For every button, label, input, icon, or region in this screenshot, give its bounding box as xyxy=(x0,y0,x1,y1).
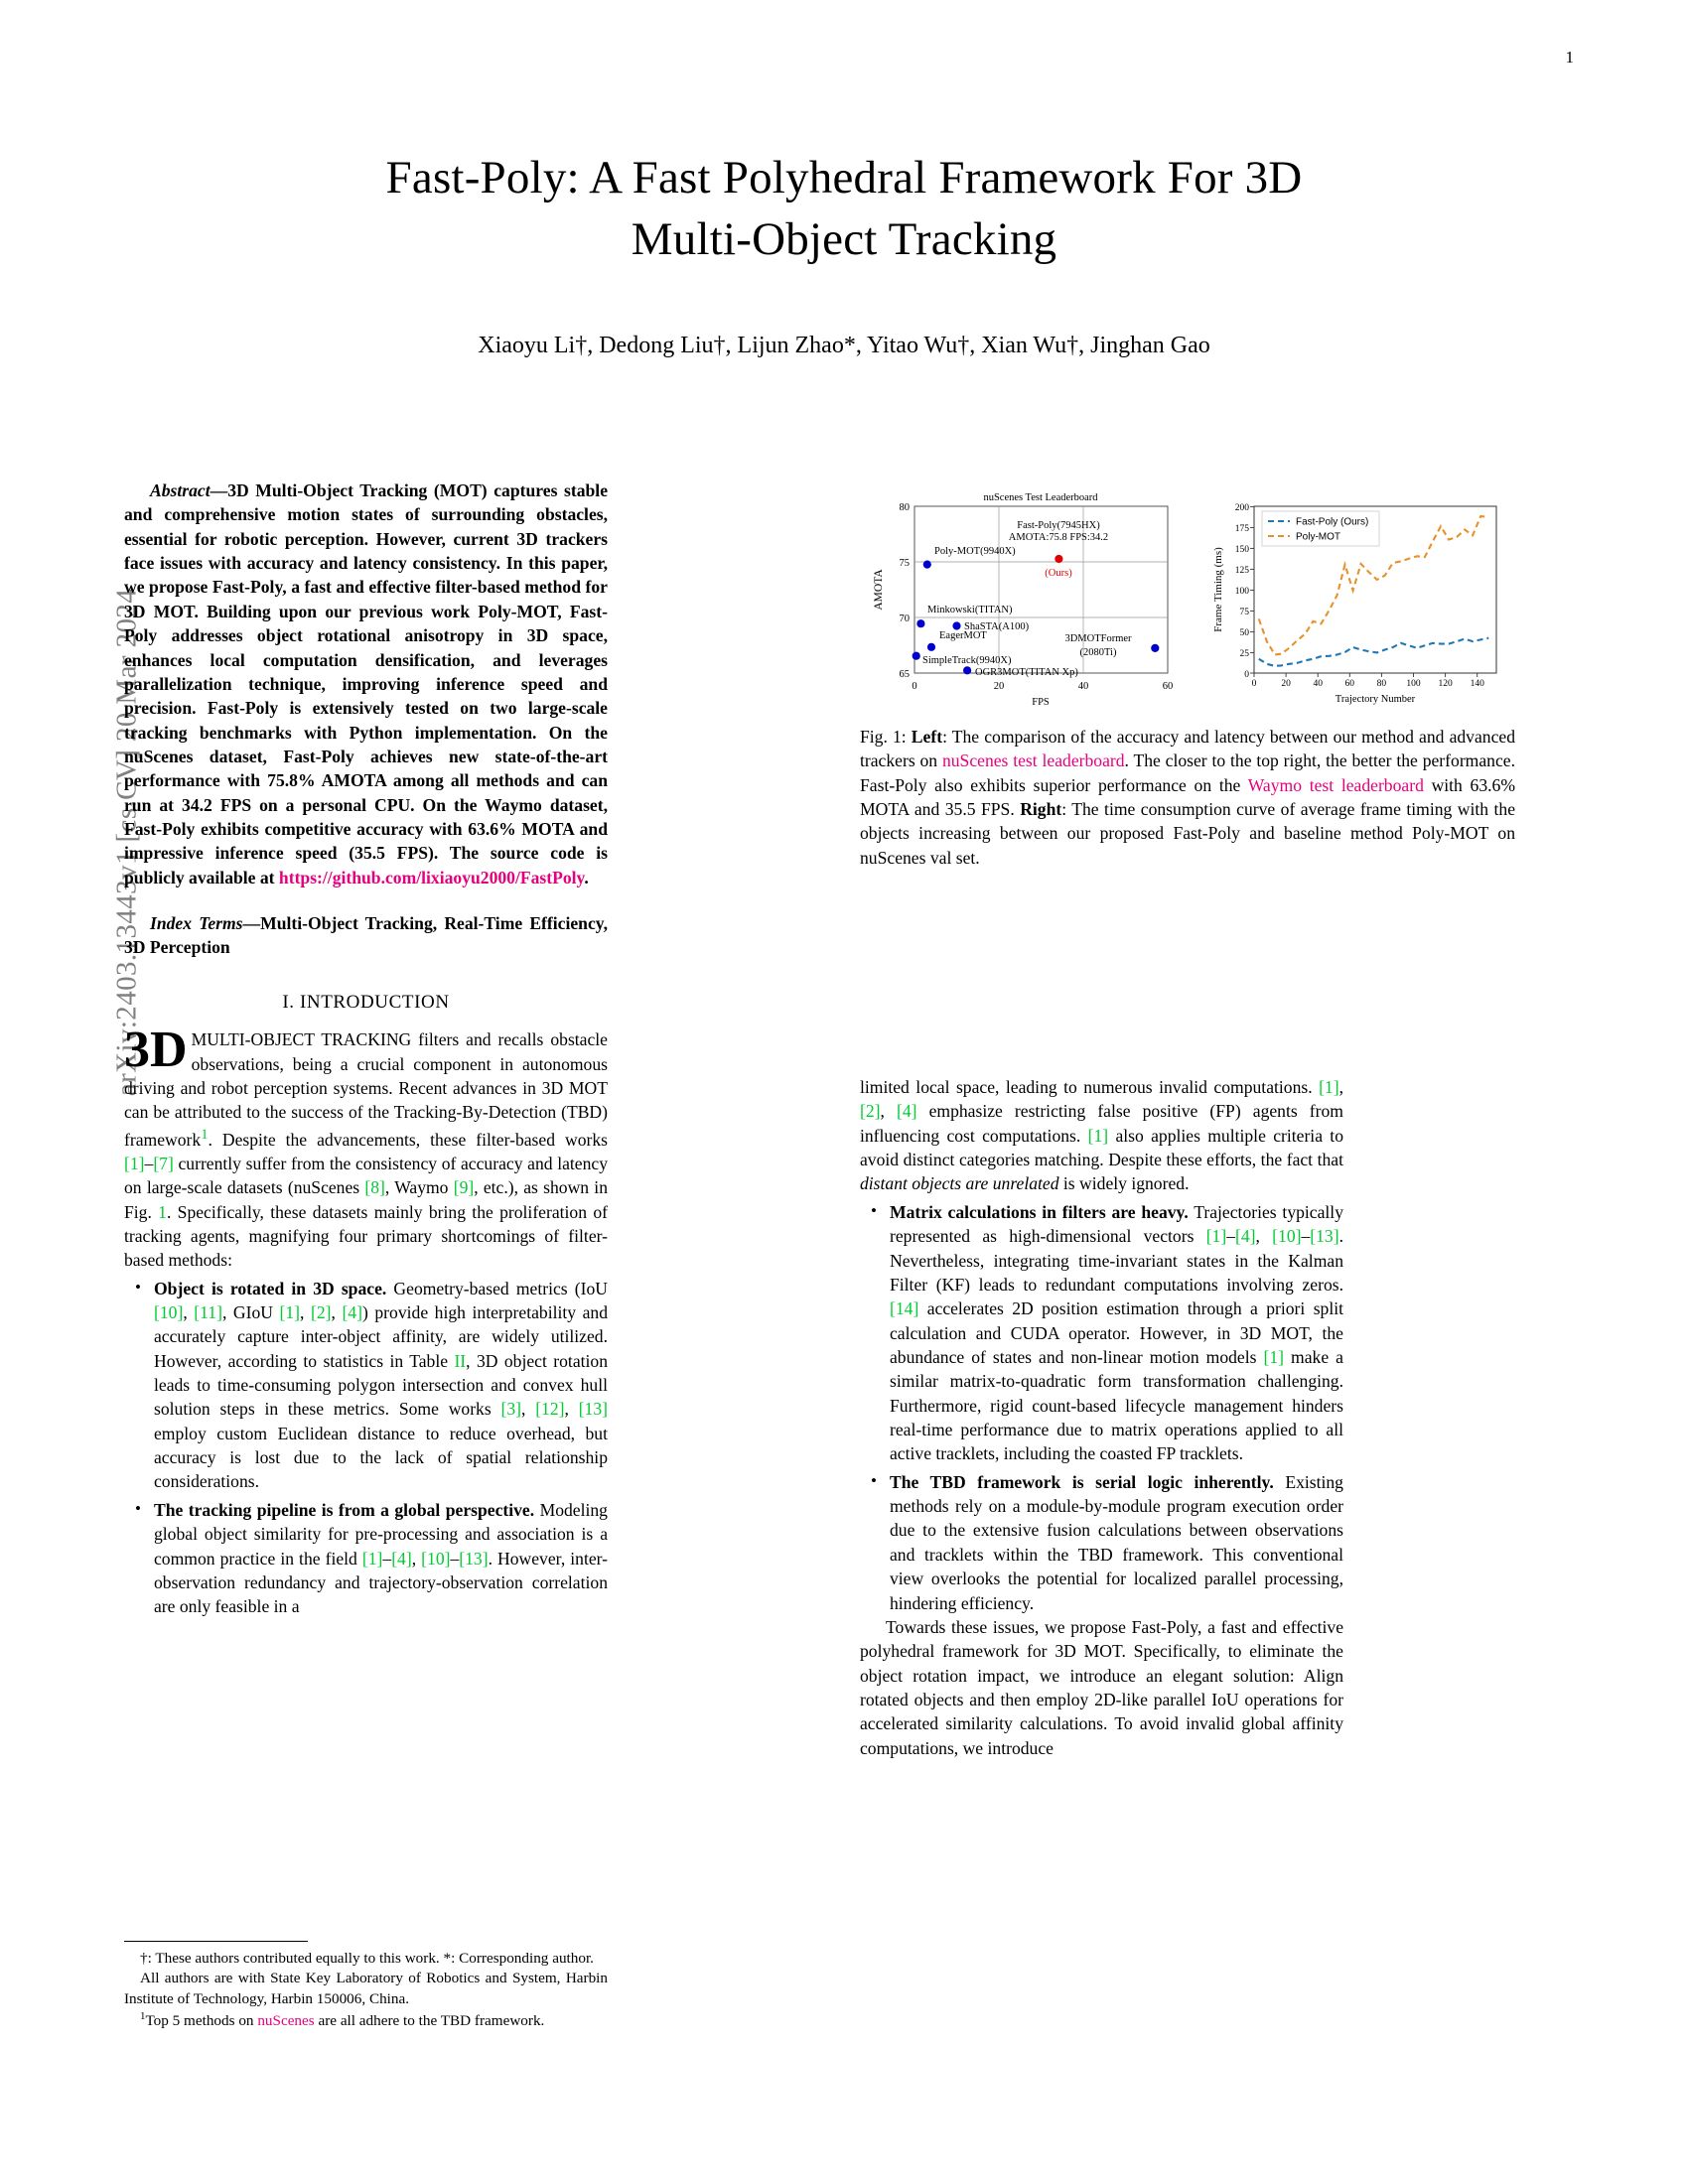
citation-ref[interactable]: [13] xyxy=(459,1548,489,1569)
x-axis-label-trajectory-number: Trajectory Number xyxy=(1335,694,1416,705)
intro-text-g: . Specifically, these datasets mainly bring the proliferation of tracking agents, magnifying four primary shortcomings of filter-based methods: xyxy=(124,1201,608,1271)
sep: – xyxy=(1301,1226,1311,1247)
y-axis-label-frame-timing: Frame Timing (ms) xyxy=(1212,547,1224,632)
citation-ref[interactable]: [1] xyxy=(1205,1226,1227,1247)
bullet-text-c: accelerates 2D position estimation through a priori split calculation and CUDA operator. However, in 3D MOT, the abundance of states and non-linear motion models xyxy=(890,1298,1343,1367)
label-3dmotformer: 3DMOTFormer xyxy=(1064,633,1132,644)
citation-ref[interactable]: [4] xyxy=(1235,1226,1256,1247)
y-tick-125: 125 xyxy=(1234,566,1249,576)
citation-ref[interactable]: [8] xyxy=(364,1177,385,1198)
y-tick-175: 175 xyxy=(1234,524,1249,534)
caption-text-1: : The comparison of the accuracy and latency between our method and advanced trackers on xyxy=(860,727,1515,771)
x-tick-100: 100 xyxy=(1406,679,1421,689)
label-minkowski: Minkowski(TITAN) xyxy=(927,605,1013,615)
data-point-shasta xyxy=(952,621,960,629)
footnote-text-a: Top 5 methods on xyxy=(145,2012,258,2030)
index-terms-body: Multi-Object Tracking, Real-Time Efficiency, 3D Perception xyxy=(124,913,608,958)
x-tick-140: 140 xyxy=(1470,679,1484,689)
intro-dash-1: – xyxy=(144,1153,154,1173)
abstract-body-tail: . xyxy=(584,867,589,887)
data-point-3dmotformer xyxy=(1151,644,1159,652)
label-fast-poly: Fast-Poly(7945HX) xyxy=(1017,520,1100,531)
legend-label-fast-poly: Fast-Poly (Ours) xyxy=(1296,516,1369,528)
x-tick-120: 120 xyxy=(1438,679,1453,689)
rc-text-b: emphasize restricting false positive (FP) agents from influencing cost computations. xyxy=(860,1101,1343,1146)
caption-text-3: with 63.6% MOTA and 35.5 FPS. xyxy=(860,774,1515,820)
annotation-ours: (Ours) xyxy=(1045,568,1072,579)
y-tick-50: 50 xyxy=(1239,628,1249,638)
bullet-text-c: ) provide high interpretability and accurately capture inter-object affinity, are widely utilized. However, according to statistics in Table xyxy=(154,1301,609,1371)
legend-label-poly-mot: Poly-MOT xyxy=(1296,531,1340,543)
arxiv-stamp: arXiv:2403.13443v1 [cs.CV] 20 Mar 2024 xyxy=(110,588,143,1097)
citation-ref[interactable]: [1] xyxy=(1319,1077,1339,1097)
bullet-title: The TBD framework is serial logic inherently. xyxy=(890,1471,1274,1492)
x-axis-label-fps: FPS xyxy=(1032,697,1050,708)
abstract-dash: — xyxy=(210,480,228,500)
data-point-eagermot xyxy=(927,643,935,651)
list-item xyxy=(124,1498,608,1619)
nuscenes-leaderboard-link[interactable]: nuScenes test leaderboard xyxy=(941,751,1125,771)
sep: – xyxy=(382,1548,392,1569)
citation-ref[interactable]: [9] xyxy=(453,1177,475,1198)
annotation-amota-fps: AMOTA:75.8 FPS:34.2 xyxy=(1008,532,1109,543)
x-tick-0: 0 xyxy=(912,681,917,692)
figure-caption xyxy=(860,725,1515,870)
sep: , xyxy=(300,1301,311,1322)
y-tick-75: 75 xyxy=(899,558,910,569)
footnote-line-2: All authors are with State Key Laboratory of Robotics and System, Harbin Institute of Technology, Harbin 150006, China. xyxy=(124,1970,608,2007)
label-3dmotformer-gpu: (2080Ti) xyxy=(1079,647,1117,658)
sep: , xyxy=(411,1548,422,1569)
data-point-ogr3mot xyxy=(963,666,971,674)
citation-ref[interactable]: [4] xyxy=(391,1548,412,1569)
sep: , xyxy=(880,1101,897,1122)
citation-ref[interactable]: [1] xyxy=(1087,1125,1109,1146)
data-point-poly-mot xyxy=(923,561,931,569)
citation-ref[interactable]: [13] xyxy=(1310,1226,1339,1247)
nuscenes-link[interactable]: nuScenes xyxy=(257,2012,315,2030)
bullet-text-a: Geometry-based metrics (IoU xyxy=(386,1278,608,1298)
x-tick-80: 80 xyxy=(1376,679,1387,689)
label-ogr3mot: OGR3MOT(TITAN Xp) xyxy=(975,667,1078,678)
scatter-chart-title: nuScenes Test Leaderboard xyxy=(983,492,1098,503)
intro-text-d: currently suffer from the consistency of accuracy and latency on large-scale datasets (nuScenes xyxy=(124,1153,608,1198)
sep: , xyxy=(331,1301,343,1322)
x-tick-20: 20 xyxy=(1281,679,1291,689)
caption-text-2: . The closer to the top right, the better the performance. Fast-Poly also exhibits superior performance on the xyxy=(860,751,1515,795)
author-names: Xiaoyu Li†, Dedong Liu†, Lijun Zhao*, Yitao Wu†, Xian Wu†, Jinghan Gao xyxy=(478,333,1210,358)
right-last-paragraph: Towards these issues, we propose Fast-Poly, a fast and effective polyhedral framework for 3D MOT. Specifically, to eliminate the object rotation impact, we introduce an elegant solution: Align rotated objects and then employ 2D-like parallel IoU operations for accelerated similarity calculations. To avoid invalid global affinity computations, we introduce xyxy=(860,1616,1343,1758)
title-line-1: Fast-Poly: A Fast Polyhedral Framework For 3D xyxy=(385,152,1303,204)
citation-ref[interactable]: [7] xyxy=(153,1153,174,1173)
bullet-text-d: make a similar matrix-to-quadratic form transformation challenging. Furthermore, rigid count-based lifecycle management hinders real-time performance due to matrix operations applied to all active tracklets, including the coasted FP tracklets. xyxy=(890,1346,1343,1464)
waymo-leaderboard-link[interactable]: Waymo test leaderboard xyxy=(1247,774,1424,795)
caption-right-bold: Right xyxy=(1020,799,1062,820)
bullet-text-d: , 3D object rotation leads to time-consuming polygon intersection and convex hull solution steps in these metrics. Some works xyxy=(154,1350,608,1420)
figure-panels xyxy=(860,484,1515,715)
footnote-rule xyxy=(124,1941,308,1942)
bullet-text-b: . Nevertheless, integrating time-invariant states in the Kalman Filter (KF) leads to redundant computations involving zeros. xyxy=(890,1226,1343,1295)
y-tick-0: 0 xyxy=(1244,670,1249,680)
section-heading-introduction: I. INTRODUCTION xyxy=(282,991,450,1013)
scatter-chart-nuscenes xyxy=(860,484,1202,715)
citation-ref[interactable]: [10] xyxy=(1272,1226,1302,1247)
citation-ref[interactable]: [1] xyxy=(124,1153,145,1173)
list-item xyxy=(860,1200,1343,1466)
citation-ref[interactable]: [13] xyxy=(578,1399,608,1420)
y-tick-80: 80 xyxy=(899,502,910,513)
citation-ref[interactable]: [1] xyxy=(279,1301,301,1322)
citation-ref[interactable]: [2] xyxy=(310,1301,332,1322)
shortcoming-list-left xyxy=(124,1277,608,1619)
citation-ref[interactable]: [3] xyxy=(500,1399,521,1420)
chart-legend xyxy=(1262,511,1379,546)
y-tick-70: 70 xyxy=(899,614,910,624)
citation-ref[interactable]: [2] xyxy=(860,1101,881,1122)
x-tick-40: 40 xyxy=(1313,679,1323,689)
intro-paragraph-1 xyxy=(124,1022,608,1272)
bullet-text-a: Modeling global object similarity for pre-processing and association is a common practice in the field xyxy=(154,1499,608,1569)
footnote-line-3 xyxy=(124,2009,608,2031)
sep: , xyxy=(521,1399,536,1420)
x-tick-60: 60 xyxy=(1344,679,1355,689)
data-point-fast-poly xyxy=(1055,555,1062,563)
footnote-line-1: †: These authors contributed equally to this work. *: Corresponding author. xyxy=(140,1950,594,1967)
figure-1 xyxy=(860,484,1515,870)
x-tick-40: 40 xyxy=(1077,681,1089,692)
table-ref[interactable]: II xyxy=(454,1350,467,1371)
footnote-marker: 1 xyxy=(140,2010,146,2023)
bullet-title: Object is rotated in 3D space. xyxy=(154,1278,387,1298)
bullet-text-b: . However, inter-observation redundancy and trajectory-observation correlation are only feasible in a xyxy=(154,1548,609,1617)
list-item xyxy=(860,1470,1343,1615)
citation-ref[interactable]: [1] xyxy=(361,1548,383,1569)
intro-text-a: MULTI-OBJECT TRACKING filters and recalls obstacle observations, being a crucial component in autonomous driving and robot perception systems. Recent advances in 3D MOT can be attributed to the success of the Tracking-By-Detection (TBD) framework xyxy=(124,1029,608,1150)
y-tick-100: 100 xyxy=(1234,587,1249,597)
right-column xyxy=(860,1075,1343,1760)
label-simpletrack: SimpleTrack(9940X) xyxy=(922,655,1012,666)
author-list xyxy=(139,333,1549,359)
drop-cap: 3D xyxy=(124,1022,188,1079)
citation-ref[interactable]: [14] xyxy=(890,1298,919,1319)
sep: – xyxy=(1226,1226,1235,1247)
data-point-minkowski xyxy=(916,619,924,627)
line-chart-frame-timing xyxy=(1202,484,1515,715)
index-terms-paragraph xyxy=(124,911,608,960)
footnote-block xyxy=(124,1941,608,2032)
index-terms-dash: — xyxy=(242,913,261,934)
bullet-title: Matrix calculations in filters are heavy. xyxy=(890,1201,1189,1222)
rc-text-d: is widely ignored. xyxy=(1058,1173,1190,1194)
sep: , xyxy=(1255,1226,1273,1247)
sep: , xyxy=(183,1301,195,1322)
rc-emphasis: distant objects are unrelated xyxy=(860,1173,1059,1194)
y-tick-150: 150 xyxy=(1234,545,1249,555)
sep: , xyxy=(1338,1077,1343,1097)
shortcoming-list-right xyxy=(860,1200,1343,1615)
caption-left-bold: Left xyxy=(911,727,943,747)
x-tick-0: 0 xyxy=(1251,679,1257,689)
github-url-link[interactable]: https://github.com/lixiaoyu2000/FastPoly xyxy=(278,867,585,887)
y-tick-75: 75 xyxy=(1239,608,1249,617)
index-terms-label: Index Terms xyxy=(150,913,243,934)
title-line-2: Multi-Object Tracking xyxy=(631,213,1057,266)
bullet-title: The tracking pipeline is from a global perspective. xyxy=(154,1499,535,1520)
citation-ref[interactable]: [1] xyxy=(1263,1346,1285,1367)
abstract-body: 3D Multi-Object Tracking (MOT) captures stable and comprehensive motion states of surrounding obstacles, essential for robotic perception. However, current 3D trackers face issues with accuracy and latency consistency. In this paper, we propose Fast-Poly, a fast and effective filter-based method for 3D MOT. Building upon our previous work Poly-MOT, Fast-Poly addresses object rotational anisotropy in 3D space, enhances local computation densification, and leverages parallelization technique, improving inference speed and precision. Fast-Poly is extensively tested on two large-scale tracking benchmarks with Python implementation. On the nuScenes dataset, Fast-Poly achieves new state-of-the-art performance with 75.8% AMOTA among all methods and can run at 34.2 FPS on a personal CPU. On the Waymo dataset, Fast-Poly exhibits competitive accuracy with 63.6% MOTA and impressive inference speed (35.5 FPS). The source code is publicly available at xyxy=(124,480,608,887)
sep: – xyxy=(450,1548,460,1569)
rc-text-a: limited local space, leading to numerous invalid computations. xyxy=(860,1077,1320,1097)
citation-ref[interactable]: [4] xyxy=(897,1101,917,1122)
y-tick-200: 200 xyxy=(1234,503,1249,513)
citation-ref[interactable]: [10] xyxy=(421,1548,451,1569)
intro-text-e: , Waymo xyxy=(384,1177,454,1198)
y-tick-25: 25 xyxy=(1239,649,1249,659)
citation-ref[interactable]: [10] xyxy=(154,1301,184,1322)
x-tick-20: 20 xyxy=(993,681,1005,692)
page-number: 1 xyxy=(1565,48,1574,67)
bullet-text-e: employ custom Euclidean distance to reduce overhead, but accuracy is lost due to the lack of spatial relationship considerations. xyxy=(154,1423,608,1492)
bullet-text-a: Trajectories typically represented as high-dimensional vectors xyxy=(890,1201,1343,1247)
label-shasta: ShaSTA(A100) xyxy=(964,621,1030,632)
caption-text-4: : The time consumption curve of average frame timing with the objects increasing between our proposed Fast-Poly and baseline method Poly-MOT on nuScenes val set. xyxy=(860,799,1515,868)
citation-ref[interactable]: [12] xyxy=(535,1399,565,1420)
figure-ref[interactable]: 1 xyxy=(158,1201,167,1222)
y-axis-label-amota: AMOTA xyxy=(873,569,885,611)
data-point-simpletrack xyxy=(913,652,920,660)
bullet-text-a: Existing methods rely on a module-by-module program execution order due to the extensive fusion calculations between observations and tracklets within the TBD framework. This conventional view overlooks the potential for localized parallel processing, hindering efficiency. xyxy=(890,1471,1343,1613)
left-column xyxy=(124,478,608,1619)
label-eagermot: EagerMOT xyxy=(939,630,987,641)
label-poly-mot: Poly-MOT(9940X) xyxy=(934,546,1016,557)
footnote-ref-1[interactable]: 1 xyxy=(201,1126,209,1143)
page-title xyxy=(139,147,1549,270)
abstract-label: Abstract xyxy=(150,480,211,500)
x-tick-60: 60 xyxy=(1162,681,1174,692)
bullet-text-b: , GIoU xyxy=(221,1301,280,1322)
rc-text-c: also applies multiple criteria to avoid distinct categories matching. Despite these efforts, the fact that xyxy=(860,1125,1343,1170)
footnote-text-b: are all adhere to the TBD framework. xyxy=(314,2012,545,2030)
right-continuation-paragraph xyxy=(860,1075,1343,1196)
abstract-paragraph xyxy=(124,478,608,889)
intro-text-b: . Despite the advancements, these filter-based works xyxy=(208,1129,608,1150)
list-item xyxy=(124,1277,608,1494)
y-tick-65: 65 xyxy=(899,669,910,680)
sep: , xyxy=(564,1399,579,1420)
figure-label: Fig. 1: xyxy=(860,727,912,747)
citation-ref[interactable]: [4] xyxy=(342,1301,362,1322)
citation-ref[interactable]: [11] xyxy=(194,1301,222,1322)
intro-text-f: , etc.), as shown in Fig. xyxy=(124,1177,608,1222)
